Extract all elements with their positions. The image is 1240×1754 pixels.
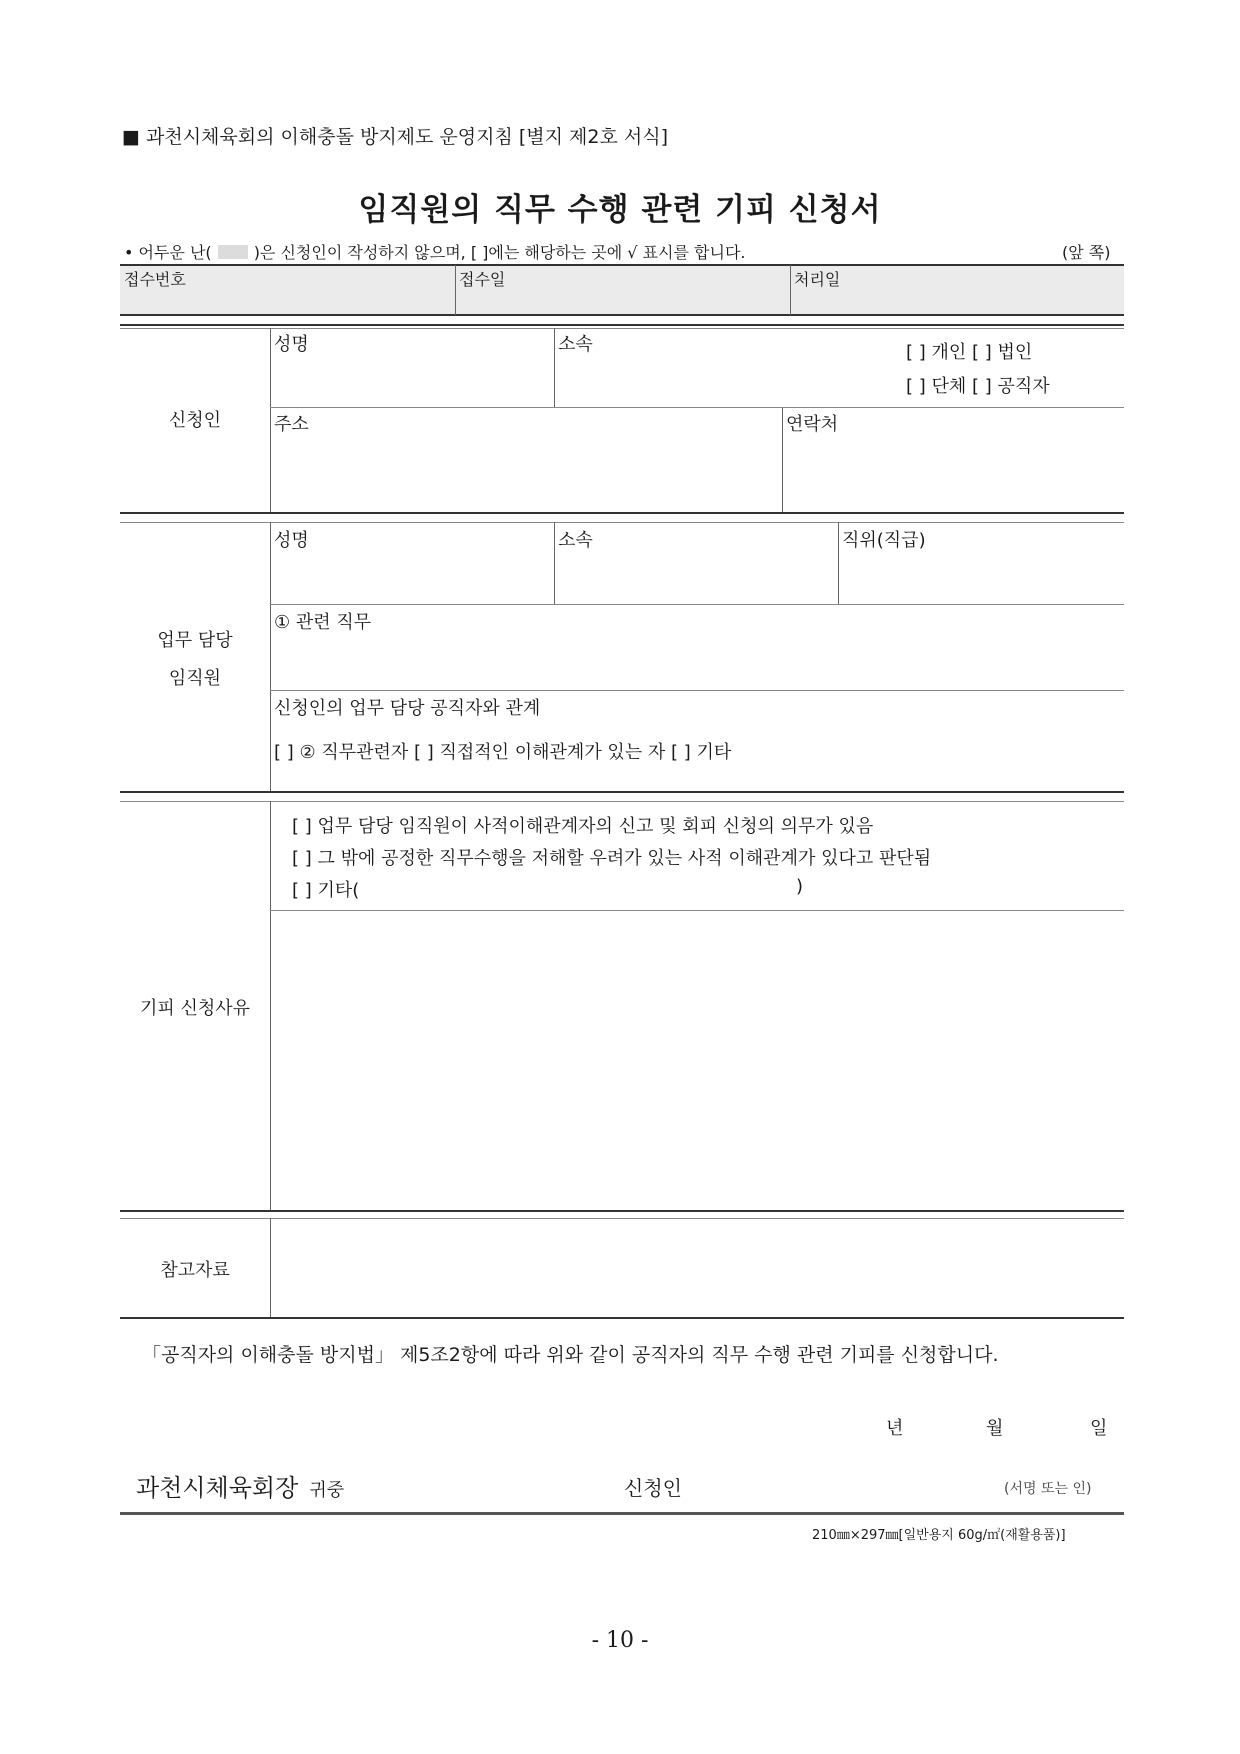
reason-option-2[interactable]: [ ] 그 밖에 공정한 직무수행을 저해할 우려가 있는 사적 이해관계가 있다고 판단됨 (292, 848, 932, 869)
rule (120, 512, 1124, 514)
instruction-suffix: )은 신청인이 작성하지 않으며, [ ]에는 해당하는 곳에 √ 표시를 합니다. (253, 243, 746, 262)
paper-spec: 210㎜×297㎜[일반용지 60g/㎡(재활용품)] (812, 1528, 1066, 1543)
rule (120, 1317, 1124, 1319)
process-date-label: 처리일 (794, 270, 841, 289)
form-title: 임직원의 직무 수행 관련 기피 신청서 (358, 192, 882, 228)
rule (270, 407, 1124, 408)
page-side-label: (앞 쪽) (1062, 243, 1111, 262)
reason-option-3[interactable]: [ ] 기타( (292, 880, 360, 901)
date-day[interactable]: 일 (1090, 1418, 1108, 1439)
reference-field[interactable] (271, 1219, 1124, 1317)
page-number: - 10 - (591, 1628, 649, 1653)
divider (554, 328, 555, 407)
staff-affiliation-field[interactable]: 소속 (558, 530, 593, 551)
reason-option-3-close: ) (796, 876, 804, 897)
related-duty-field[interactable]: ① 관련 직무 (274, 612, 372, 633)
applicant-signature-label[interactable]: 신청인 (624, 1476, 682, 1500)
divider (455, 265, 456, 315)
applicant-type-checkboxes-row1[interactable]: [ ] 개인 [ ] 법인 (906, 342, 1033, 363)
reference-section-label: 참고자료 (160, 1260, 230, 1281)
applicant-section-label: 신청인 (168, 410, 222, 431)
rule (270, 604, 1124, 605)
sign-or-seal-note: (서명 또는 인) (1004, 1481, 1092, 1497)
divider (554, 522, 555, 604)
reason-section-label: 기피 신청사유 (139, 998, 251, 1019)
addressee-name: 과천시체육회장 (136, 1474, 299, 1502)
applicant-type-checkboxes-row2[interactable]: [ ] 단체 [ ] 공직자 (906, 376, 1050, 397)
staff-name-field[interactable]: 성명 (274, 530, 309, 551)
addressee (136, 1468, 344, 1503)
rule (270, 690, 1124, 691)
divider (270, 522, 271, 792)
rule (120, 791, 1124, 793)
reason-text-area[interactable] (271, 911, 1124, 1210)
divider (790, 265, 791, 315)
divider (838, 522, 839, 604)
divider (270, 328, 271, 512)
divider (782, 408, 783, 512)
header-note: ■ 과천시체육회의 이해충돌 방지제도 운영지침 [별지 제2호 서식] (122, 126, 668, 148)
relation-checkboxes[interactable]: [ ] ② 직무관련자 [ ] 직접적인 이해관계가 있는 자 [ ] 기타 (274, 742, 732, 763)
reason-option-1[interactable]: [ ] 업무 담당 임직원이 사적이해관계자의 신고 및 회피 신청의 의무가 있음 (292, 816, 874, 837)
staff-position-field[interactable]: 직위(직급) (842, 530, 926, 551)
office-use-row (120, 265, 1124, 316)
receipt-number-label: 접수번호 (124, 270, 186, 289)
staff-section-label-2: 임직원 (168, 668, 222, 689)
applicant-address-field[interactable]: 주소 (274, 414, 309, 435)
date-year[interactable]: 년 (886, 1418, 904, 1439)
rule (120, 324, 1124, 326)
rule (120, 1512, 1124, 1515)
legal-statement: 「공직자의 이해충돌 방지법」 제5조2항에 따라 위와 같이 공직자의 직무 수행 관련 기피를 신청합니다. (142, 1344, 999, 1366)
date-month[interactable]: 월 (986, 1418, 1004, 1439)
applicant-name-field[interactable]: 성명 (274, 334, 309, 355)
relation-title: 신청인의 업무 담당 공직자와 관계 (274, 698, 541, 719)
rule (120, 314, 1124, 316)
shaded-sample (218, 245, 248, 259)
addressee-honorific: 귀중 (309, 1480, 345, 1501)
instruction-prefix: • 어두운 난( (124, 243, 212, 262)
applicant-affiliation-field[interactable]: 소속 (558, 334, 593, 355)
instruction-note (124, 240, 746, 263)
rule (120, 264, 1124, 266)
rule (120, 1210, 1124, 1212)
receipt-date-label: 접수일 (459, 270, 506, 289)
staff-section-label-1: 업무 담당 (157, 630, 233, 651)
applicant-contact-field[interactable]: 연락처 (786, 414, 839, 435)
